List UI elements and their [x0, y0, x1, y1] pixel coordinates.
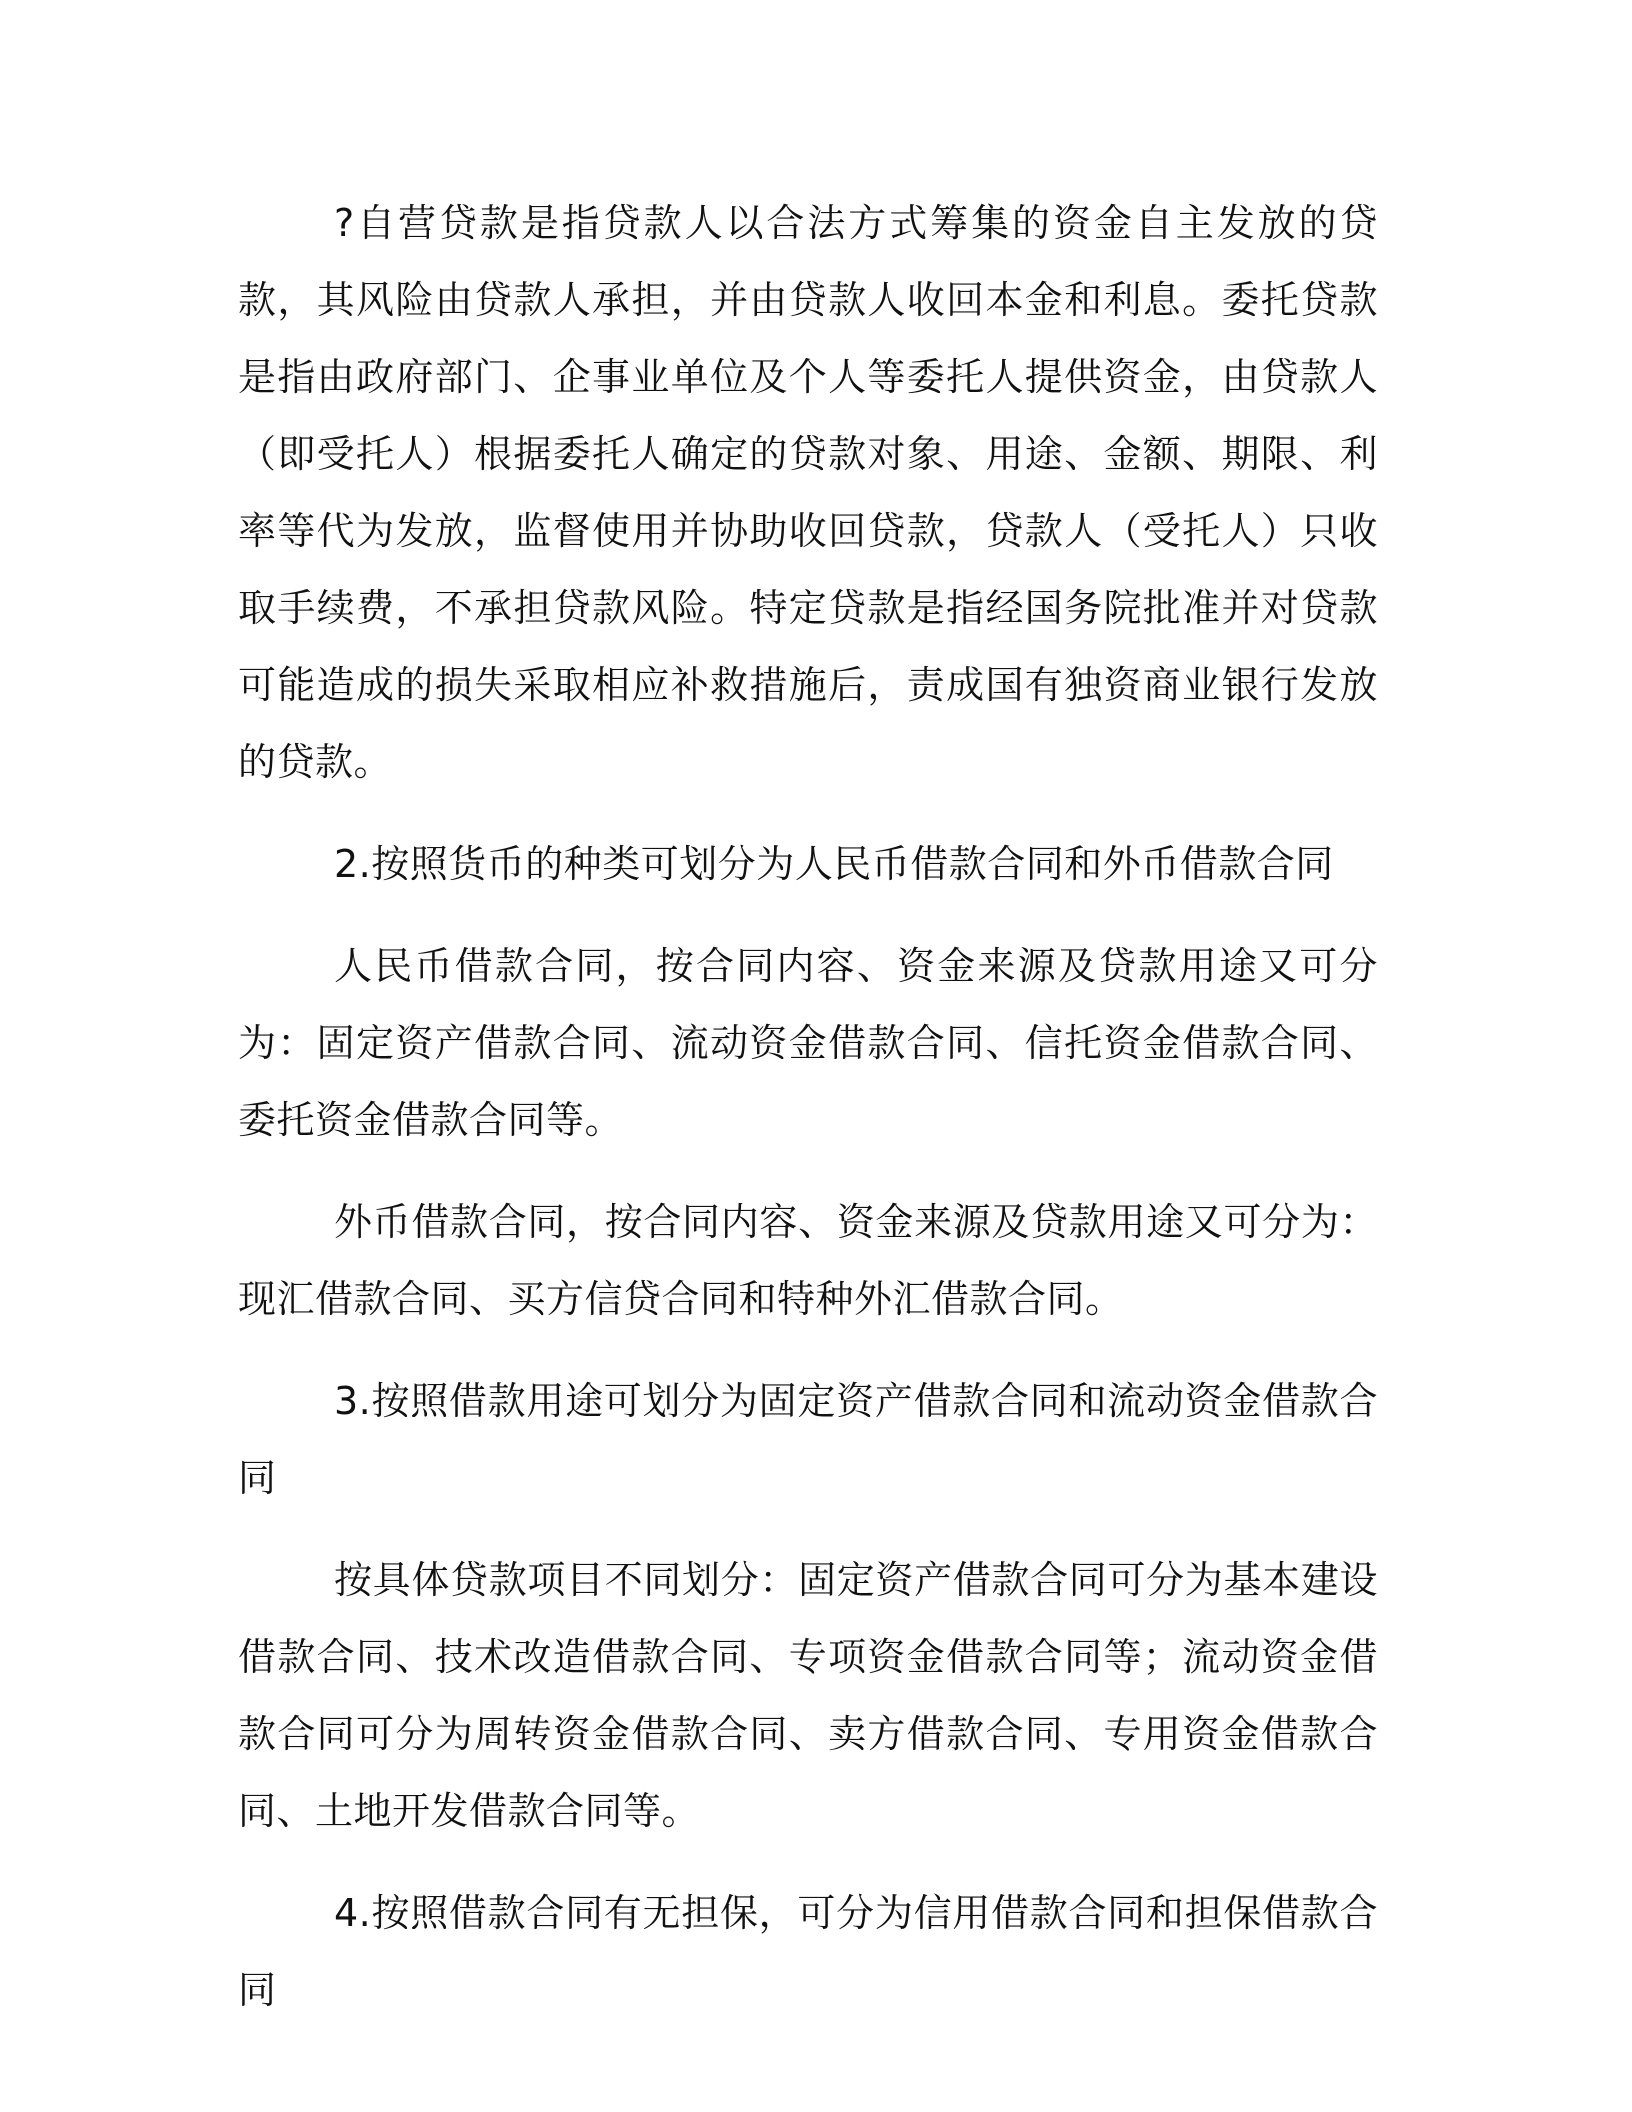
document-body — [238, 185, 1378, 2029]
paragraph-foreign-currency-loan-contracts: 外币借款合同，按合同内容、资金来源及贷款用途又可分为：现汇借款合同、买方信贷合同和特种外汇借款合同。 — [238, 1200, 1378, 1321]
heading-usage-classification: 3.按照借款用途可划分为固定资产借款合同和流动资金借款合同 — [238, 1379, 1378, 1500]
paragraph-rmb-loan-contracts: 人民币借款合同，按合同内容、资金来源及贷款用途又可分为：固定资产借款合同、流动资金借款合同、信托资金借款合同、委托资金借款合同等。 — [238, 944, 1378, 1142]
paragraph-specific-loan-projects: 按具体贷款项目不同划分：固定资产借款合同可分为基本建设借款合同、技术改造借款合同、专项资金借款合同等；流动资金借款合同可分为周转资金借款合同、卖方借款合同、专用资金借款合同、土地开发借款合同等。 — [238, 1558, 1378, 1833]
heading-currency-classification: 2.按照货币的种类可划分为人民币借款合同和外币借款合同 — [334, 842, 1334, 886]
heading-guarantee-classification: 4.按照借款合同有无担保，可分为信用借款合同和担保借款合同 — [238, 1891, 1378, 2012]
paragraph-loan-types-definitions: ?自营贷款是指贷款人以合法方式筹集的资金自主发放的贷款，其风险由贷款人承担，并由贷款人收回本金和利息。委托贷款是指由政府部门、企事业单位及个人等委托人提供资金，由贷款人（即受托人）根据委托人确定的贷款对象、用途、金额、期限、利率等代为发放，监督使用并协助收回贷款，贷款人（受托人）只收取手续费，不承担贷款风险。特定贷款是指经国务院批准并对贷款可能造成的损失采取相应补救措施后，责成国有独资商业银行发放的贷款。 — [238, 201, 1378, 784]
